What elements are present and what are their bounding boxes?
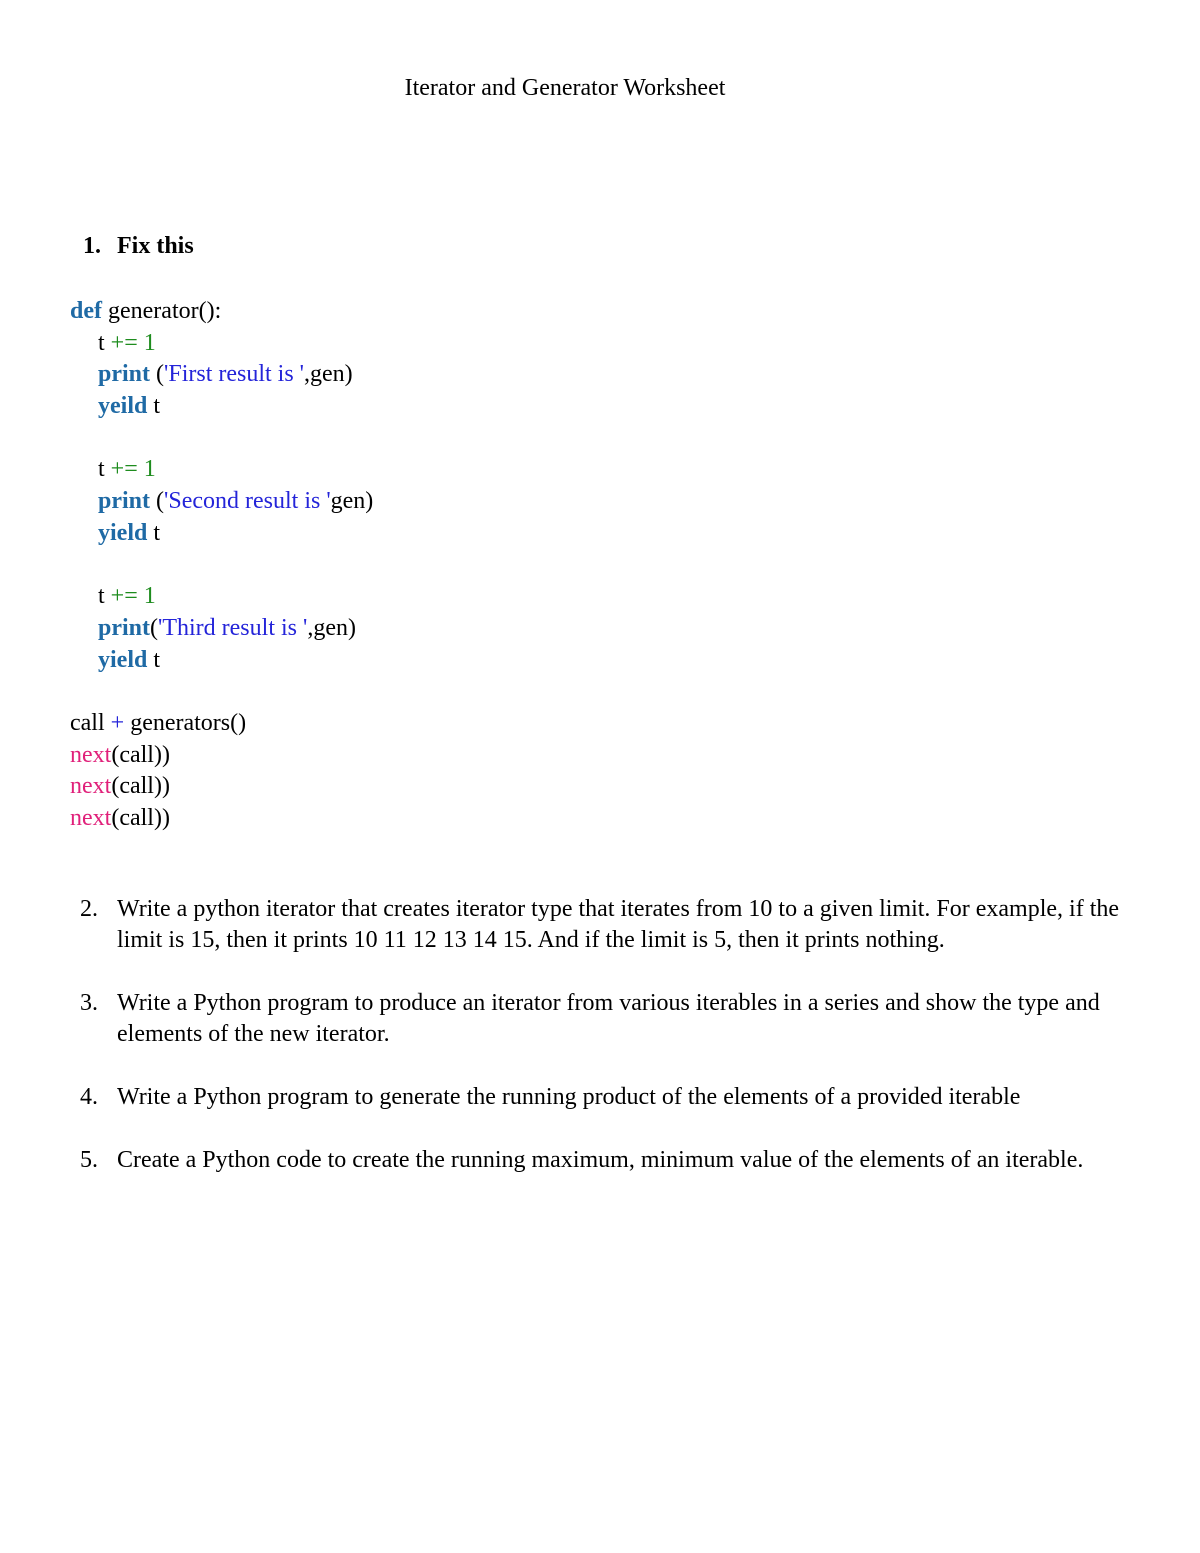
code-blank-line bbox=[70, 550, 373, 582]
code-line: t += 1 bbox=[98, 583, 156, 610]
code-blank-line bbox=[70, 676, 373, 708]
question-number: 5. bbox=[80, 1147, 98, 1173]
code-line-next: next(call)) bbox=[70, 741, 170, 768]
keyword-def: def bbox=[70, 298, 102, 324]
question-number: 4. bbox=[80, 1084, 98, 1110]
question-item bbox=[80, 1082, 1140, 1113]
question-text: Write a Python program to generate the running product of the elements of a provided iterable bbox=[117, 1084, 1021, 1110]
code-blank-line bbox=[70, 423, 373, 455]
function-signature: generator(): bbox=[102, 298, 222, 324]
question-number: 1. bbox=[83, 233, 101, 259]
code-line: yield t bbox=[98, 519, 161, 546]
code-block bbox=[70, 296, 373, 835]
question-text: Write a Python program to produce an iterator from various iterables in a series and show the type and elements of the new iterator. bbox=[117, 990, 1100, 1047]
code-line: yield t bbox=[98, 646, 161, 673]
page-title: Iterator and Generator Worksheet bbox=[404, 75, 726, 101]
code-line-next: next(call)) bbox=[70, 773, 170, 800]
question-item bbox=[80, 894, 1140, 956]
code-line: print('Third result is ',gen) bbox=[98, 614, 356, 641]
question-number: 2. bbox=[80, 896, 98, 922]
question-list bbox=[80, 894, 1140, 1208]
code-line: print ('Second result is 'gen) bbox=[98, 488, 374, 515]
code-line: t += 1 bbox=[98, 456, 156, 483]
code-line-call: call + generators() bbox=[70, 709, 247, 736]
code-line: yeild t bbox=[98, 393, 161, 420]
code-line-def bbox=[70, 296, 373, 328]
question-item bbox=[80, 988, 1140, 1050]
code-line-next: next(call)) bbox=[70, 805, 170, 831]
question-item bbox=[80, 1145, 1140, 1176]
code-line: print ('First result is ',gen) bbox=[98, 361, 353, 388]
question-1-heading bbox=[83, 232, 194, 260]
question-number: 3. bbox=[80, 990, 98, 1016]
question-text: Create a Python code to create the running maximum, minimum value of the elements of an iterable. bbox=[117, 1147, 1084, 1173]
question-text: Fix this bbox=[117, 233, 194, 259]
code-line: t += 1 bbox=[98, 329, 156, 356]
question-text: Write a python iterator that creates iterator type that iterates from 10 to a given limit. For example, if the limit is 15, then it prints 10 11 12 13 14 15. And if the limit is 5, then it prints nothing. bbox=[117, 896, 1120, 953]
